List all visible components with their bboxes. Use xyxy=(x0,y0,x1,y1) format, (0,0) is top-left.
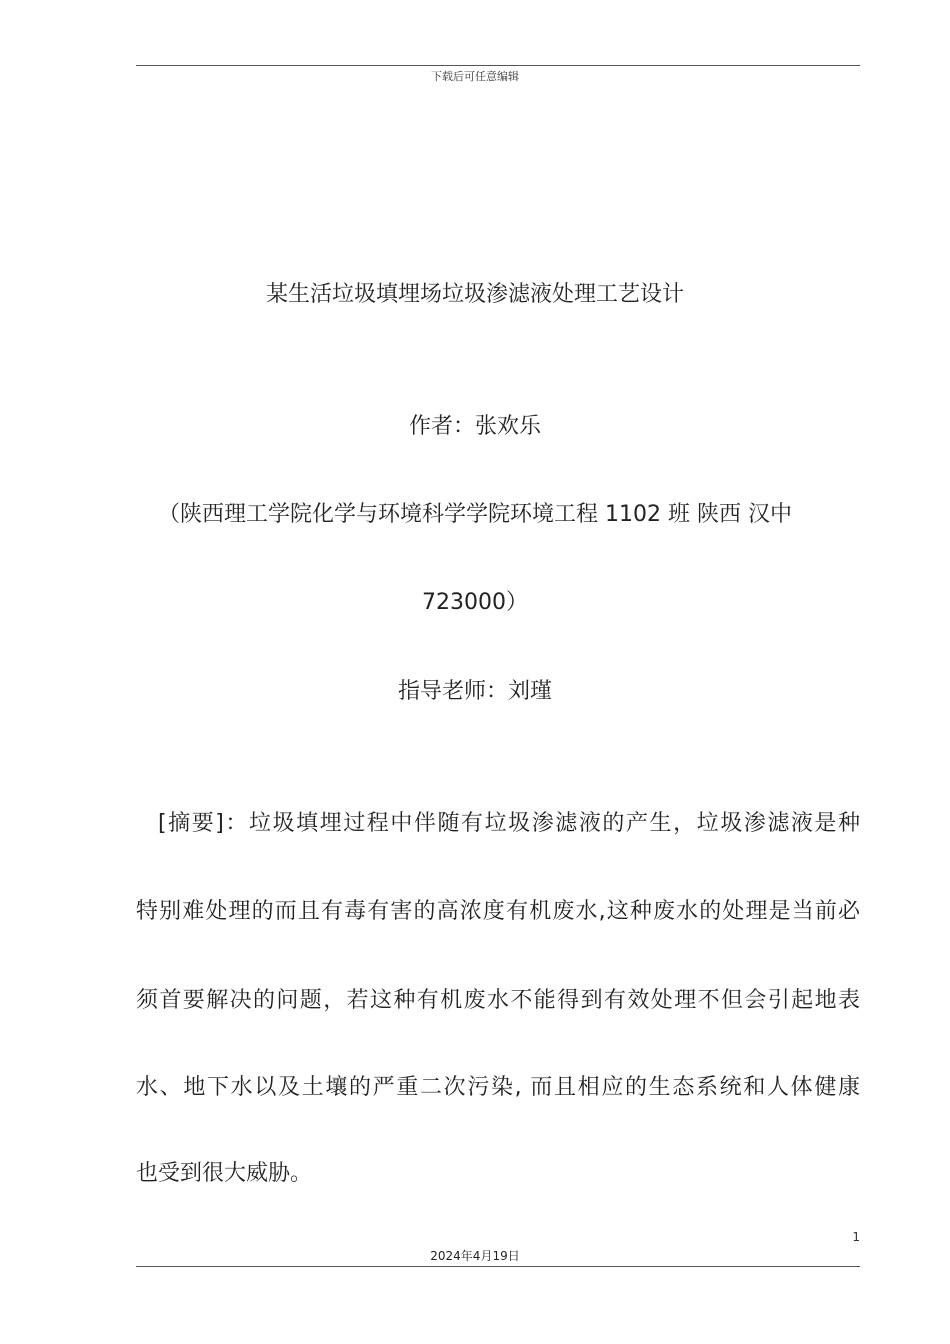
author-line: 作者：张欢乐 xyxy=(408,414,541,439)
header-rule xyxy=(136,65,860,66)
header-note: 下载后可任意编辑 xyxy=(431,70,519,83)
advisor-line: 指导老师：刘瑾 xyxy=(397,679,552,704)
page-number: 1 xyxy=(852,1230,860,1244)
abstract-line: [摘要]：垃圾填埋过程中伴随有垃圾渗滤液的产生，垃圾渗滤液是种 xyxy=(158,811,860,836)
footer-rule xyxy=(136,1266,860,1267)
abstract-line: 须首要解决的问题，若这种有机废水不能得到有效处理不但会引起地表 xyxy=(136,988,860,1013)
abstract-line: 水、地下水以及土壤的严重二次污染, 而且相应的生态系统和人体健康 xyxy=(136,1075,860,1100)
footer-date: 2024年4月19日 xyxy=(430,1249,520,1263)
affiliation-line-2: 723000） xyxy=(422,590,528,615)
abstract-line: 特别难处理的而且有毒有害的高浓度有机废水,这种废水的处理是当前必 xyxy=(136,899,860,924)
abstract-line: 也受到很大威胁。 xyxy=(136,1161,313,1186)
affiliation-line-1: （陕西理工学院化学与环境科学学院环境工程 1102 班 陕西 汉中 xyxy=(158,502,792,527)
document-title: 某生活垃圾填埋场垃圾渗滤液处理工艺设计 xyxy=(265,282,684,307)
